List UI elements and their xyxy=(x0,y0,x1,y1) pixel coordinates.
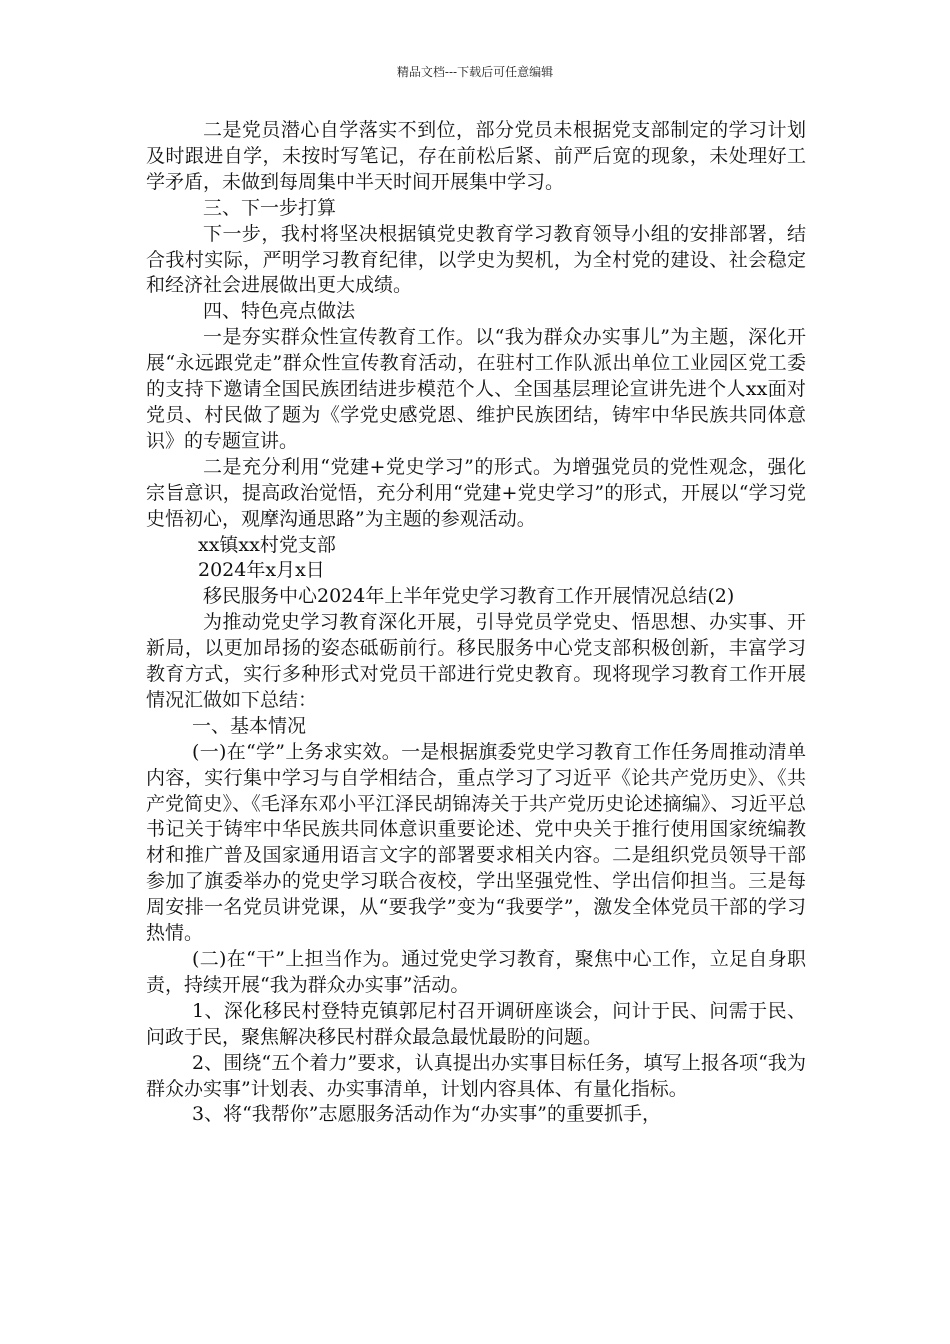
paragraph-highlight-two: 二是充分利用“党建+党史学习”的形式。为增强党员的党性观念，强化宗旨意识，提高政治觉悟，充分利用“党建+党史学习”的形式，开展以“学习党史悟初心，观摩沟通思路”为主题的参观活动。 xyxy=(146,455,806,530)
list-item-3: 3、将“我帮你”志愿服务活动作为“办实事”的重要抓手， xyxy=(192,1103,661,1126)
heading-basic-situation: 一、基本情况 xyxy=(192,714,307,737)
document-title: 移民服务中心2024年上半年党史学习教育工作开展情况总结(2) xyxy=(203,585,735,608)
heading-next-steps: 三、下一步打算 xyxy=(203,196,337,219)
paragraph-intro: 为推动党史学习教育深化开展，引导党员学党史、悟思想、办实事、开新局，以更加昂扬的姿态砥砺前行。移民服务中心党支部积极创新，丰富学习教育方式，实行多种形式对党员干部进行党史教育。现将现学习教育工作开展情况汇做如下总结： xyxy=(146,611,806,711)
signature-date: 2024年x月x日 xyxy=(198,559,325,582)
heading-highlights: 四、特色亮点做法 xyxy=(203,300,356,323)
list-item-1: 1、深化移民村登特克镇郭尼村召开调研座谈会，问计于民、问需于民、问政于民，聚焦解决移民村群众最急最忧最盼的问题。 xyxy=(146,999,806,1048)
paragraph-study-issue: 二是党员潜心自学落实不到位，部分党员未根据党支部制定的学习计划及时跟进自学，未按时写笔记，存在前松后紧、前严后宽的现象，未处理好工学矛盾，未做到每周集中半天时间开展集中学习。 xyxy=(146,119,806,193)
paragraph-study-results: (一)在“学”上务求实效。一是根据旗委党史学习教育工作任务周推动清单内容，实行集中学习与自学相结合，重点学习了习近平《论共产党历史》、《共产党简史》、《毛泽东邓小平江泽民胡锦涛关于共产党历史论述摘编》、习近平总书记关于铸牢中华民族共同体意识重要论述、党中央关于推行使用国家统编教材和推广普及国家通用语言文字的部署要求相关内容。二是组织党员领导干部参加了旗委举办的党史学习联合夜校，学出坚强党性、学出信仰担当。三是每周安排一名党员讲党课，从“要我学”变为“我要学”，激发全体党员干部的学习热情。 xyxy=(146,740,806,945)
signature-organization: xx镇xx村党支部 xyxy=(198,533,336,556)
list-item-2: 2、围绕“五个着力”要求，认真提出办实事目标任务，填写上报各项“我为群众办实事”计划表、办实事清单，计划内容具体、有量化指标。 xyxy=(146,1051,806,1100)
paragraph-action: (二)在“干”上担当作为。通过党史学习教育，聚焦中心工作，立足自身职责，持续开展“我为群众办实事”活动。 xyxy=(146,948,806,996)
paragraph-next-steps: 下一步，我村将坚决根据镇党史教育学习教育领导小组的安排部署，结合我村实际，严明学习教育纪律，以学史为契机，为全村党的建设、社会稳定和经济社会进展做出更大成绩。 xyxy=(146,222,806,297)
document-body xyxy=(146,118,806,1128)
paragraph-highlight-one: 一是夯实群众性宣传教育工作。以“我为群众办实事儿”为主题，深化开展“永远跟党走”群众性宣传教育活动，在驻村工作队派出单位工业园区党工委的支持下邀请全国民族团结进步模范个人、全国基层理论宣讲先进个人xx面对党员、村民做了题为《学党史感党恩、维护民族团结，铸牢中华民族共同体意识》的专题宣讲。 xyxy=(146,326,806,452)
page-header: 精品文档---下载后可任意编辑 xyxy=(396,65,554,79)
